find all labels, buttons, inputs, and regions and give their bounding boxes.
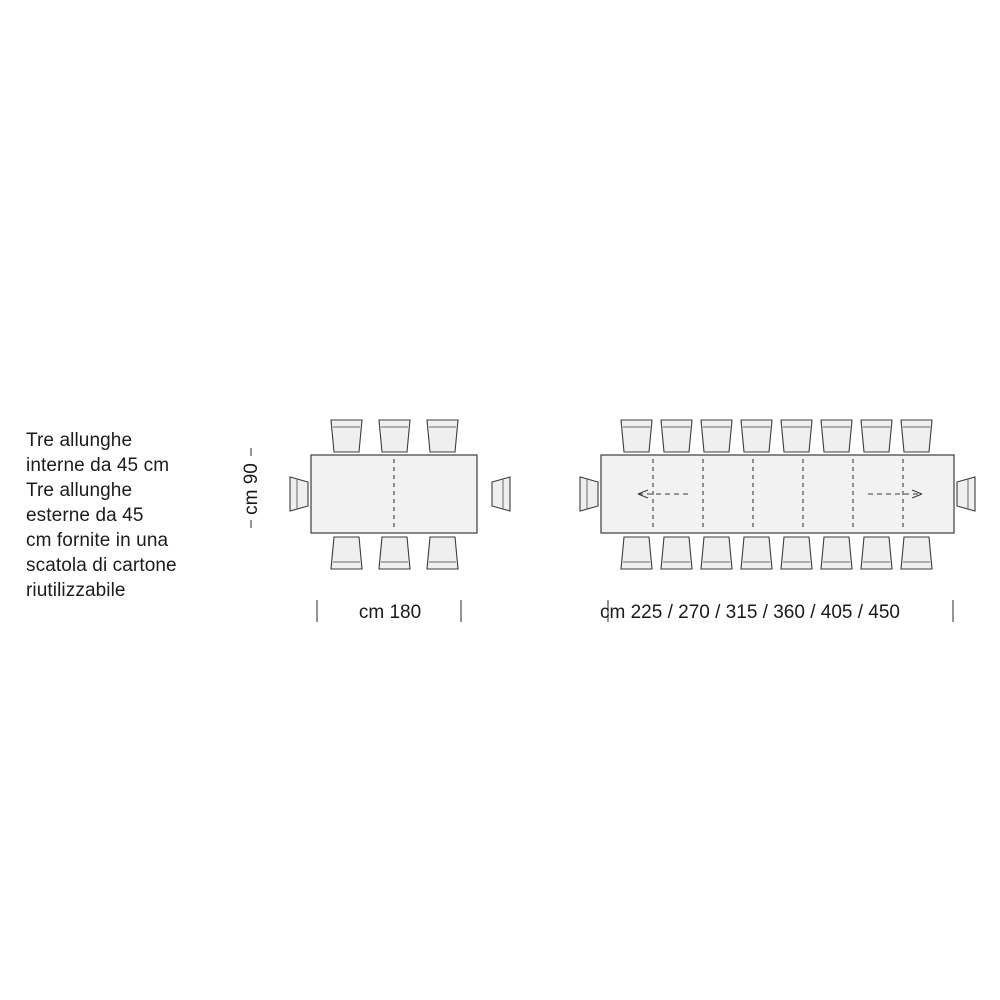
chair-top-group-ext [621,420,932,452]
chair-right-ext [957,477,975,511]
chair-bottom-1 [331,537,362,569]
chair-bottom-ext-3 [701,537,732,569]
chair-bottom-3 [427,537,458,569]
chair-bottom-2 [379,537,410,569]
chair-bottom-ext-6 [821,537,852,569]
chair-bottom-ext-2 [661,537,692,569]
note-line-6: scatola di cartone [26,555,177,576]
chair-top-3 [427,420,458,452]
extended-width-label: cm 225 / 270 / 315 / 360 / 405 / 450 [600,602,900,623]
chair-top-ext-8 [901,420,932,452]
chair-top-group [331,420,458,452]
chair-top-ext-1 [621,420,652,452]
depth-dimension-label: cm 90 [241,463,262,515]
note-line-1: Tre allunghe [26,430,133,451]
chair-bottom-group [331,537,458,569]
chair-top-ext-3 [701,420,732,452]
chair-bottom-ext-5 [781,537,812,569]
note-line-3: Tre allunghe [26,480,133,501]
chair-bottom-ext-8 [901,537,932,569]
closed-width-label: cm 180 [358,602,422,623]
chair-bottom-ext-7 [861,537,892,569]
chair-bottom-ext-1 [621,537,652,569]
chair-top-1 [331,420,362,452]
chair-bottom-group-ext [621,537,932,569]
note-line-2: interne da 45 cm [26,455,170,476]
extended-table-plan [580,420,975,622]
chair-left [290,477,308,511]
closed-table-plan [290,420,510,622]
chair-top-2 [379,420,410,452]
chair-top-ext-7 [861,420,892,452]
table-top-extended [601,455,954,533]
note-line-7: riutilizzabile [26,580,126,601]
note-line-5: cm fornite in una [26,530,169,551]
note-line-4: esterne da 45 [26,505,144,526]
chair-bottom-ext-4 [741,537,772,569]
chair-top-ext-6 [821,420,852,452]
chair-top-ext-2 [661,420,692,452]
chair-left-ext [580,477,598,511]
chair-top-ext-5 [781,420,812,452]
chair-top-ext-4 [741,420,772,452]
chair-right [492,477,510,511]
